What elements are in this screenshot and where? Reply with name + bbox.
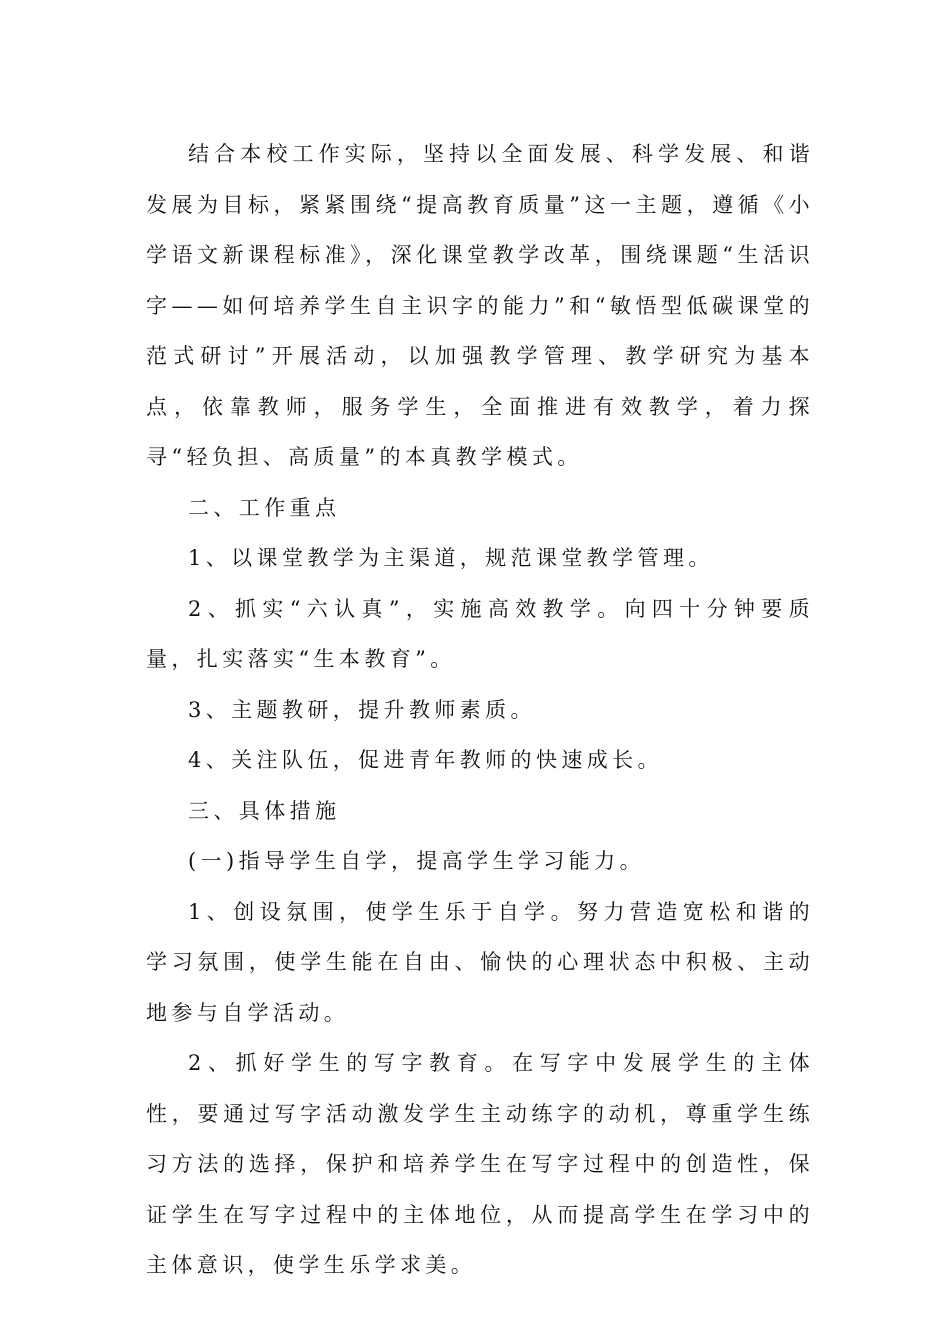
paragraph-focus-3: 3、主题教研，提升教师素质。	[188, 697, 536, 722]
paragraph-measure-2: 2、抓好学生的写字教育。在写字中发展学生的主体性，要通过写字活动激发学生主动练字的动机，尊重学生练习方法的选择，保护和培养学生在写字过程中的创造性，保证学生在写字过程中的主体地位，从而提高学生在学习中的主体意识，使学生乐学求美。	[146, 1051, 814, 1277]
document-body	[146, 129, 814, 1291]
heading-work-focus: 二、工作重点	[188, 495, 341, 520]
paragraph-intro: 结合本校工作实际，坚持以全面发展、科学发展、和谐发展为目标，紧紧围绕“提高教育质量”这一主题，遵循《小学语文新课程标准》，深化课堂教学改革，围绕课题“生活识字——如何培养学生自主识字的能力”和“敏悟型低碳课堂的范式研讨”开展活动，以加强教学管理、教学研究为基本点，依靠教师，服务学生，全面推进有效教学，着力探寻“轻负担、高质量”的本真教学模式。	[146, 142, 814, 469]
paragraph-focus-4: 4、关注队伍，促进青年教师的快速成长。	[188, 748, 663, 772]
paragraph-focus-1: 1、以课堂教学为主渠道，规范课堂教学管理。	[188, 546, 714, 570]
subheading-self-study: (一)指导学生自学，提高学生学习能力。	[188, 849, 645, 873]
paragraph-measure-1: 1、创设氛围，使学生乐于自学。努力营造宽松和谐的学习氛围，使学生能在自由、愉快的心理状态中积极、主动地参与自学活动。	[146, 899, 814, 1025]
paragraph-focus-2: 2、抓实“六认真”，实施高效教学。向四十分钟要质量，扎实落实“生本教育”。	[146, 596, 814, 671]
heading-measures: 三、具体措施	[188, 798, 341, 823]
